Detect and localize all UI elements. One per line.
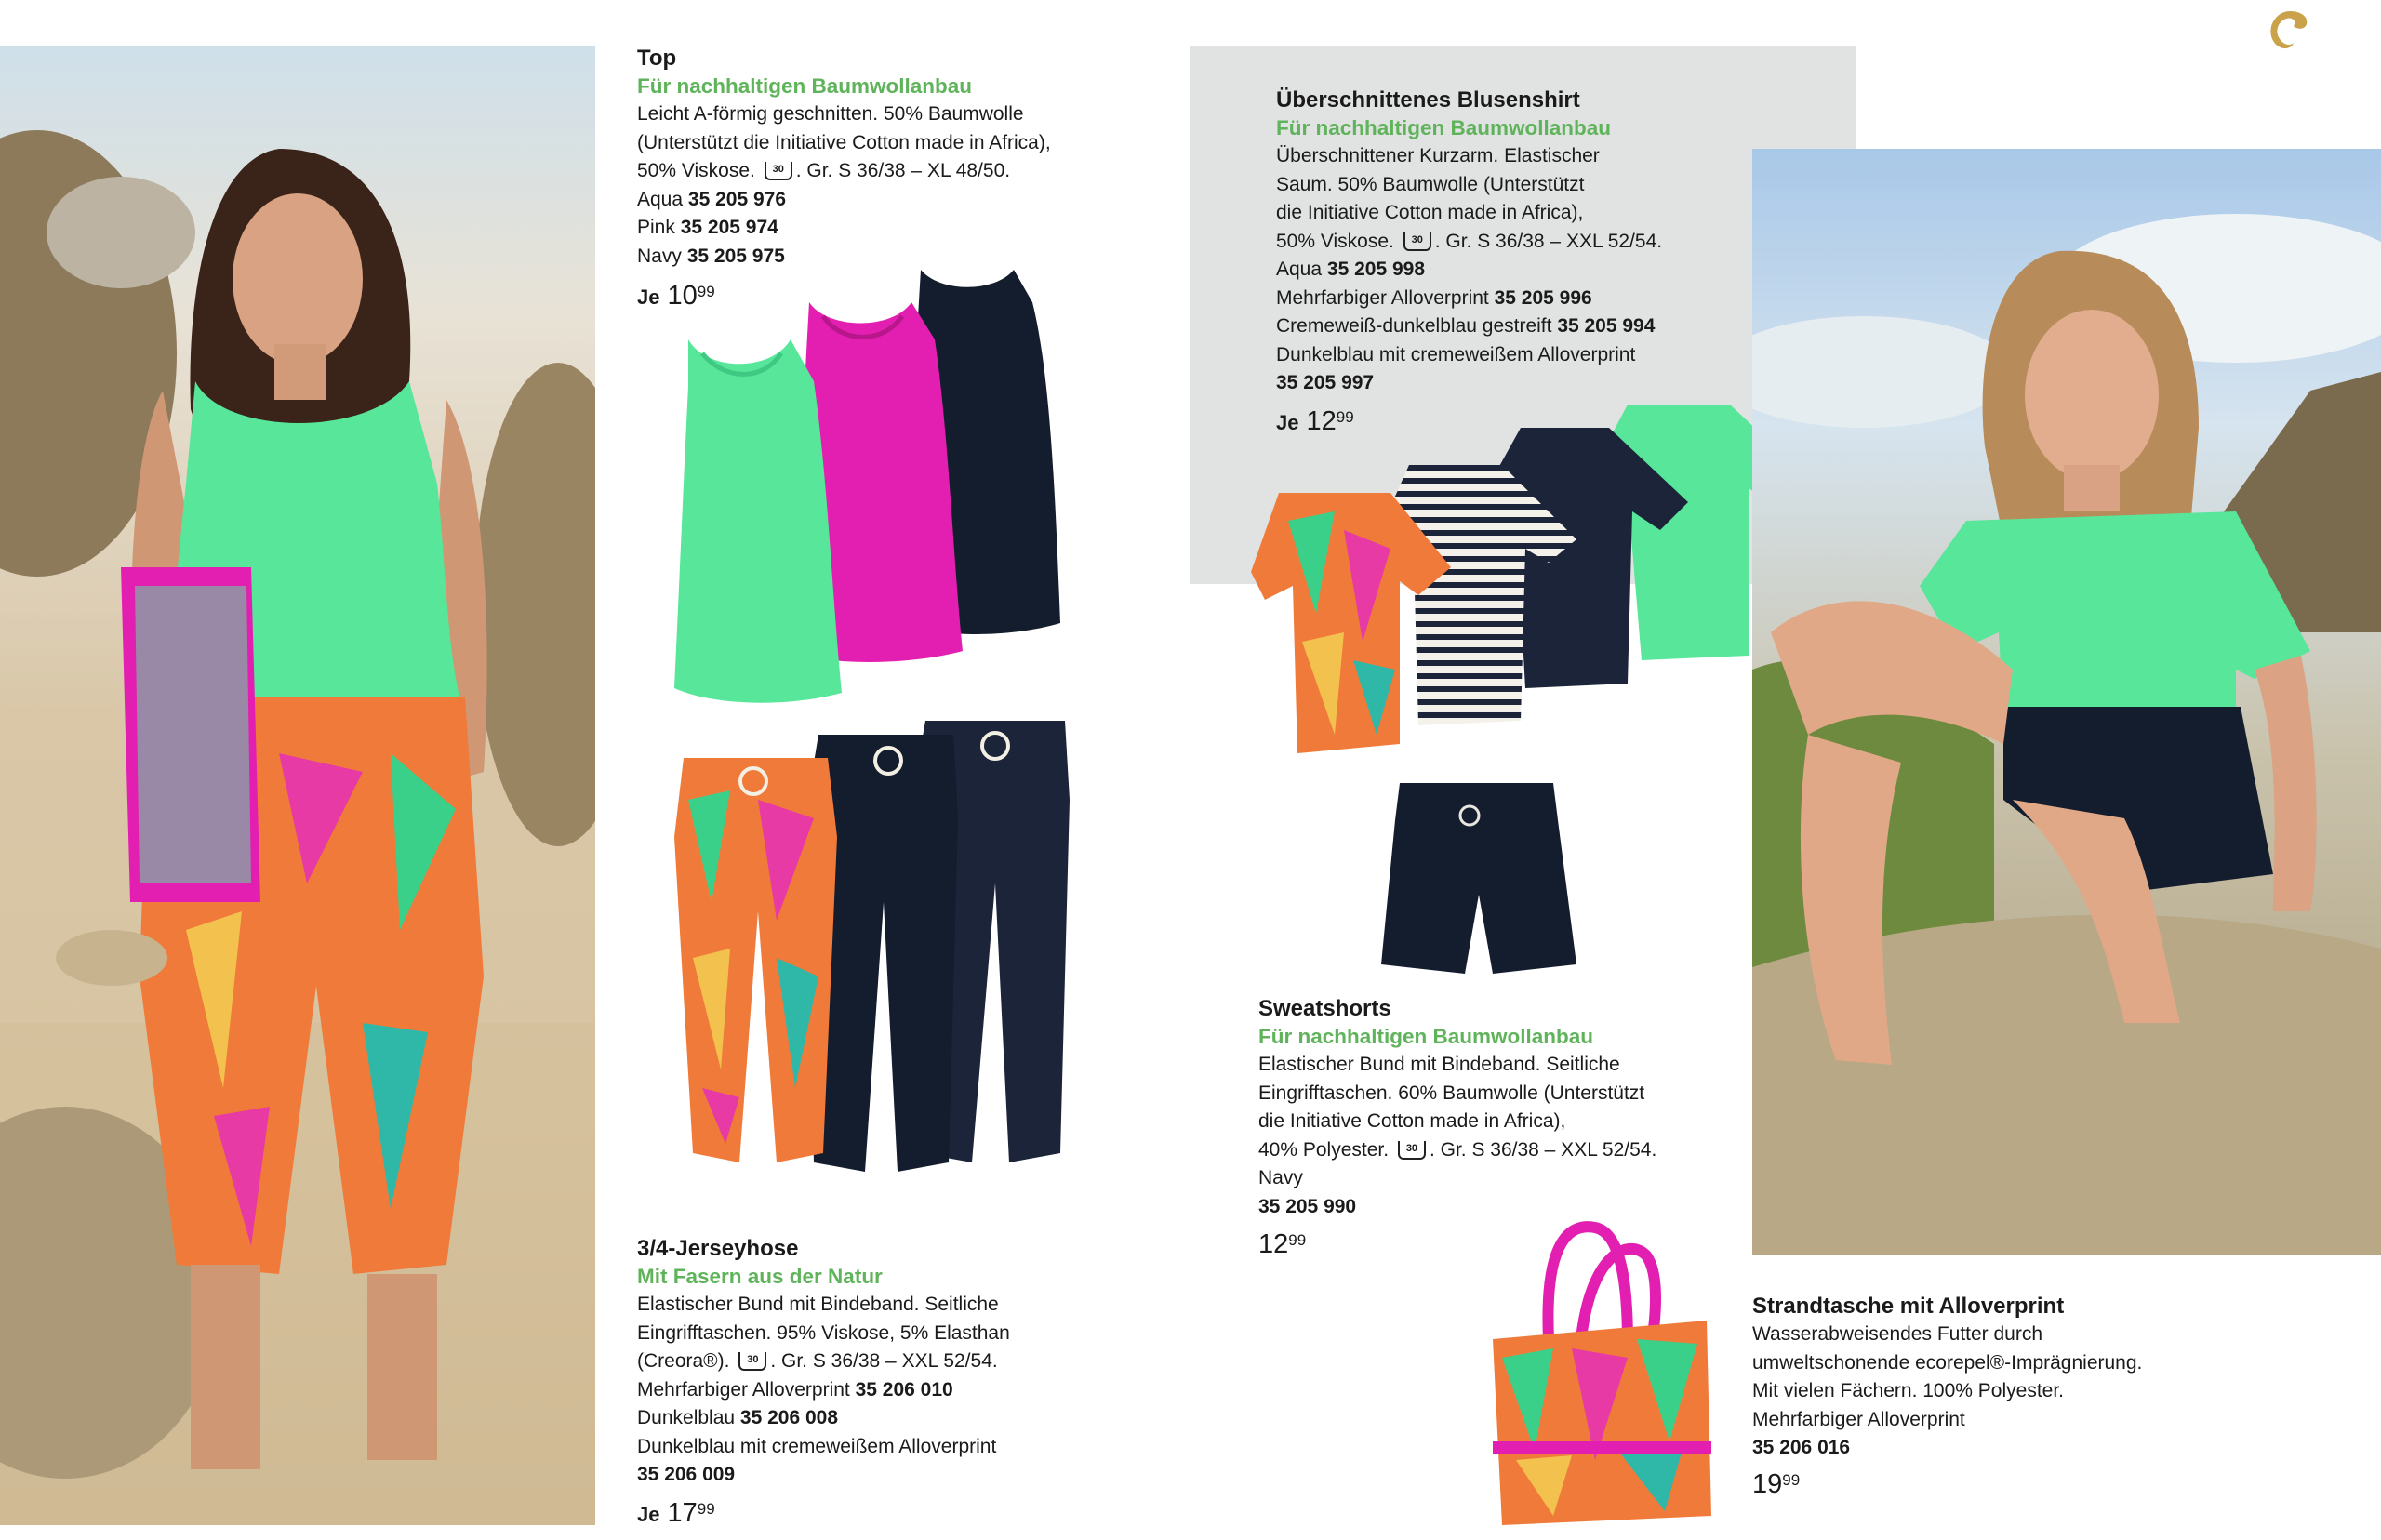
jersey-desc-part: . Gr. S 36/38 – XXL 52/54.	[770, 1350, 998, 1372]
article-number: 35 205 974	[680, 217, 778, 238]
variant-color: Pink	[637, 217, 675, 238]
top-variant	[637, 186, 1158, 215]
sweatshorts-desc-part: 40% Polyester.	[1258, 1138, 1390, 1161]
blusenshirt-subtitle: Für nachhaltigen Baumwollanbau	[1276, 116, 1612, 139]
beach-bag-title: Strandtasche mit Alloverprint	[1752, 1294, 2065, 1319]
sweatshorts-desc-line	[1258, 1136, 1816, 1165]
sweatshorts-desc-line: die Initiative Cotton made in Africa),	[1258, 1110, 1566, 1132]
sweatshorts-desc-line: Eingrifftaschen. 60% Baumwolle (Unterstützt	[1258, 1082, 1645, 1104]
variant-color: Aqua	[637, 188, 684, 210]
beach-bag-desc-line: Mit vielen Fächern. 100% Polyester.	[1752, 1380, 2064, 1401]
variant-color: Cremeweiß-dunkelblau gestreift	[1276, 315, 1552, 337]
article-number: 35 205 976	[687, 188, 786, 210]
variant-color: Dunkelblau	[637, 1407, 736, 1428]
article-number: 35 205 998	[1326, 259, 1425, 280]
sweatshorts-desc-line: Elastischer Bund mit Bindeband. Seitliche	[1258, 1054, 1620, 1075]
jersey-product-images	[674, 716, 1074, 1181]
sweatshorts-subtitle: Für nachhaltigen Baumwollanbau	[1258, 1025, 1594, 1048]
price-cents: 99	[1288, 1231, 1307, 1249]
article-number: 35 205 990	[1258, 1195, 1357, 1217]
top-variant	[637, 214, 1158, 243]
blusenshirt-desc-line: Überschnittener Kurzarm. Elastischer	[1276, 145, 1600, 166]
jersey-variant	[637, 1404, 1158, 1433]
jersey-desc-part: (Creora®).	[637, 1350, 730, 1372]
price-main: 10	[667, 281, 698, 311]
brand-logo-icon	[2266, 6, 2314, 54]
blusenshirt-desc-line: Saum. 50% Baumwolle (Unterstützt	[1276, 173, 1585, 195]
variant-color: Navy	[1258, 1167, 1303, 1188]
article-number: 35 205 975	[686, 245, 785, 267]
top-desc-part: . Gr. S 36/38 – XL 48/50.	[795, 160, 1011, 181]
wash-30-icon: 30	[738, 1352, 766, 1371]
price-main: 19	[1752, 1468, 1783, 1499]
top-desc-line: (Unterstützt die Initiative Cotton made in Africa),	[637, 131, 1051, 153]
variant-color: Dunkelblau mit cremeweißem Alloverprint	[637, 1435, 997, 1457]
wash-30-icon: 30	[765, 162, 792, 180]
blusenshirt-variant: Dunkelblau mit cremeweißem Alloverprint	[1276, 343, 1636, 365]
jersey-variant	[637, 1376, 1158, 1405]
blusenshirt-desc-part: 50% Viskose.	[1276, 230, 1394, 252]
jersey-subtitle: Mit Fasern aus der Natur	[637, 1265, 883, 1288]
top-product-images	[651, 265, 1079, 707]
beach-bag-info	[1752, 1293, 2366, 1500]
article-number: 35 206 010	[855, 1378, 953, 1401]
jersey-desc-line: Elastischer Bund mit Bindeband. Seitliche	[637, 1294, 999, 1315]
beach-bag-desc-line: Wasserabweisendes Futter durch	[1752, 1323, 2043, 1345]
variant-color: Mehrfarbiger Alloverprint	[1752, 1408, 1965, 1430]
jersey-variant	[637, 1433, 1158, 1462]
article-number: 35 206 016	[1752, 1437, 1851, 1458]
article-number: 35 205 994	[1557, 315, 1656, 337]
wash-30-icon: 30	[1403, 232, 1431, 251]
sweatshorts-desc-part: . Gr. S 36/38 – XXL 52/54.	[1429, 1138, 1657, 1161]
sweatshorts-title: Sweatshorts	[1258, 996, 1391, 1021]
article-number: 35 206 008	[739, 1407, 839, 1428]
article-number: 35 205 997	[1276, 372, 1375, 393]
price-main: 12	[1306, 405, 1337, 436]
jersey-title: 3/4-Jerseyhose	[637, 1236, 799, 1261]
variant-color: Mehrfarbiger Alloverprint	[1276, 286, 1489, 309]
price-cents: 99	[697, 283, 715, 300]
blusenshirt-desc-line: die Initiative Cotton made in Africa),	[1276, 202, 1584, 223]
jersey-info	[637, 1235, 1158, 1531]
beach-bag-price	[1752, 1468, 2366, 1500]
blusenshirt-title: Überschnittenes Blusenshirt	[1276, 87, 1580, 113]
top-desc-line	[637, 157, 1158, 186]
variant-color: Mehrfarbiger Alloverprint	[637, 1378, 850, 1401]
beach-bag-product-image	[1488, 1218, 1716, 1530]
article-number: 35 205 996	[1494, 286, 1592, 309]
jersey-desc-line	[637, 1348, 1158, 1376]
price-prefix: Je	[1276, 410, 1299, 434]
top-desc-line: Leicht A-förmig geschnitten. 50% Baumwolle	[637, 103, 1024, 125]
photo-woman-beach	[0, 46, 595, 1525]
blusenshirt-product-images	[1251, 400, 1814, 763]
price-main: 12	[1258, 1229, 1289, 1259]
price-prefix: Je	[637, 285, 660, 309]
article-number: 35 206 009	[637, 1464, 736, 1485]
price-prefix: Je	[637, 1502, 660, 1526]
variant-color: Aqua	[1276, 259, 1323, 280]
price-main: 17	[667, 1497, 698, 1528]
top-desc-part: 50% Viskose.	[637, 160, 755, 181]
top-title: Top	[637, 46, 677, 71]
blusenshirt-info	[1276, 86, 1834, 439]
price-cents: 99	[1336, 407, 1354, 426]
top-subtitle: Für nachhaltigen Baumwollanbau	[637, 74, 973, 98]
blusenshirt-desc-line	[1276, 228, 1834, 257]
variant-color: Navy	[637, 245, 682, 267]
jersey-desc-line: Eingrifftaschen. 95% Viskose, 5% Elasthan	[637, 1321, 1010, 1344]
blusenshirt-desc-part: . Gr. S 36/38 – XXL 52/54.	[1434, 230, 1663, 252]
sweatshorts-product-image	[1377, 783, 1581, 978]
blusenshirt-variant	[1276, 256, 1834, 285]
blusenshirt-variant	[1276, 285, 1834, 313]
photo-woman-sitting	[1752, 149, 2381, 1255]
blusenshirt-variant	[1276, 312, 1834, 341]
wash-30-icon: 30	[1398, 1141, 1426, 1160]
price-cents: 99	[697, 1499, 715, 1518]
price-cents: 99	[1782, 1470, 1801, 1489]
jersey-price	[637, 1497, 1158, 1531]
beach-bag-desc-line: umweltschonende ecorepel®-Imprägnierung.	[1752, 1351, 2143, 1374]
